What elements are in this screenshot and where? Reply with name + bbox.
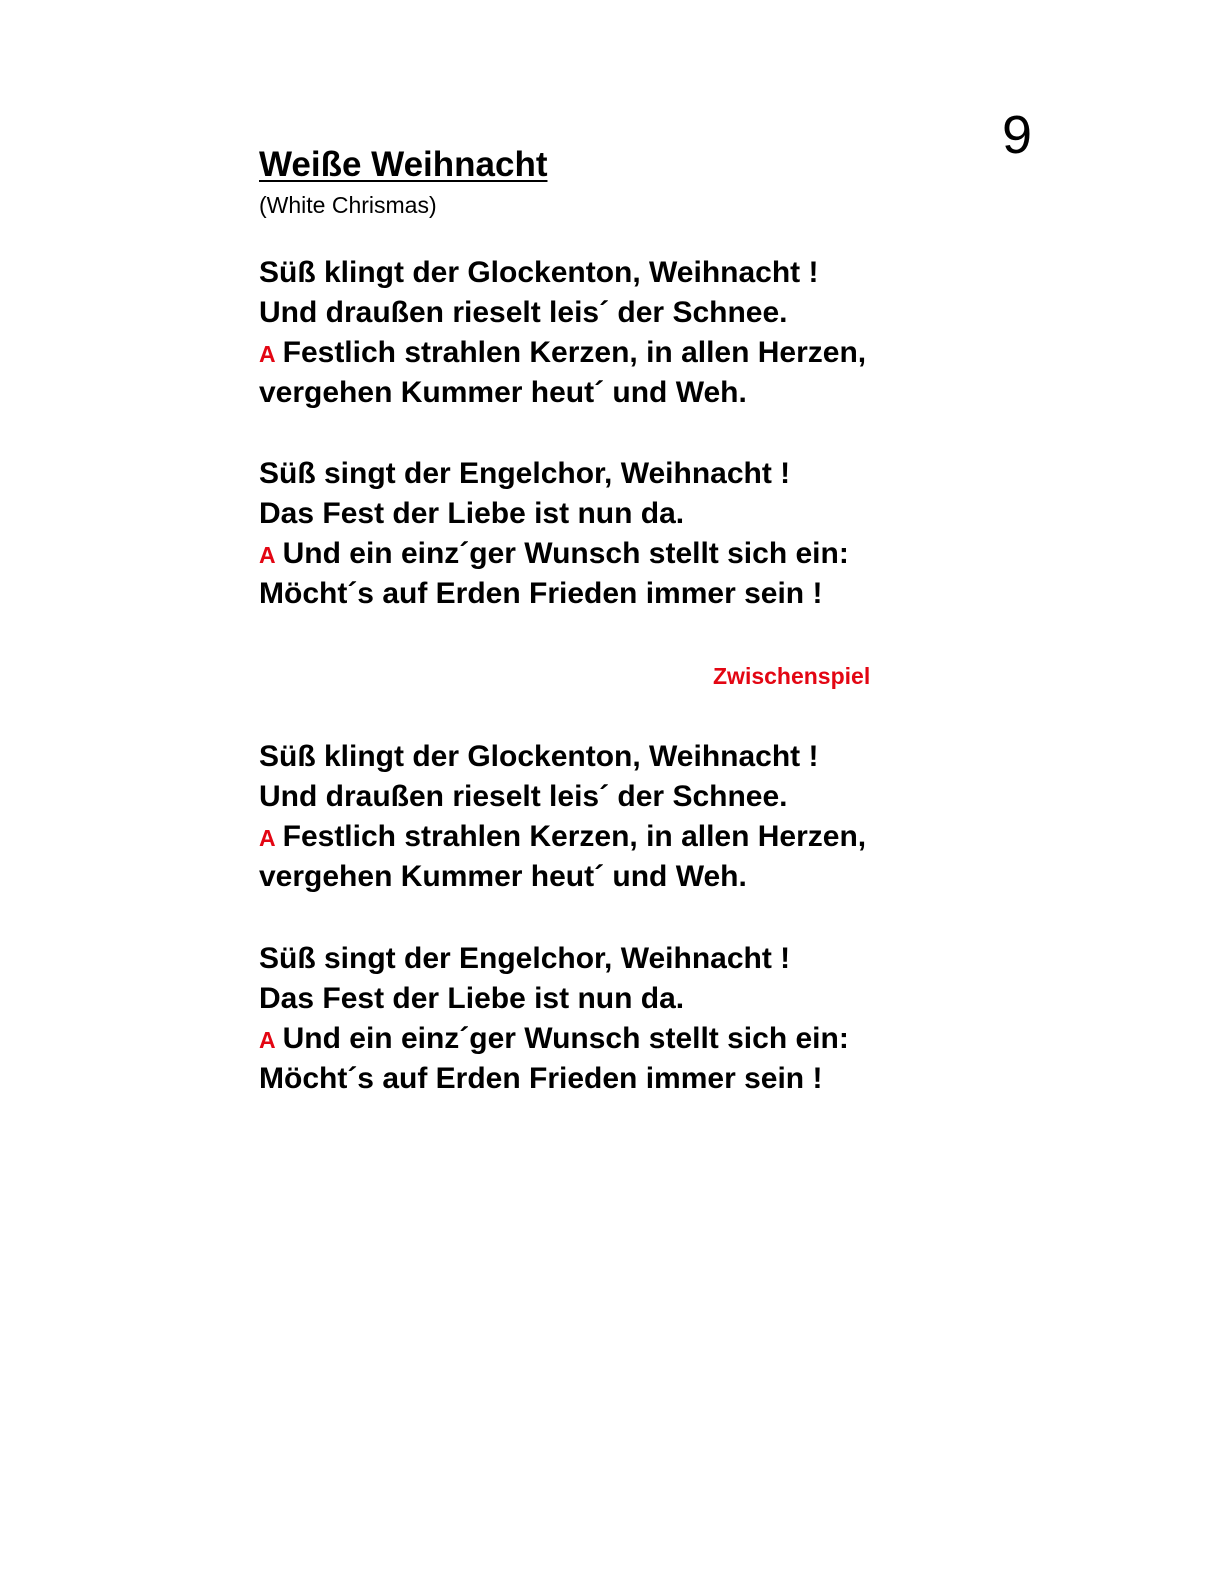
lyric-line: Das Fest der Liebe ist nun da. [259,982,685,1015]
lyric-line: A Festlich strahlen Kerzen, in allen Herzen, [259,336,867,369]
lyric-line: A Und ein einz´ger Wunsch stellt sich ein: [259,1022,849,1055]
stanza-2 [259,454,849,614]
page-number: 9 [1002,105,1033,165]
song-title: Weiße Weihnacht [259,145,548,184]
lyric-line: Süß singt der Engelchor, Weihnacht ! [259,942,791,975]
stanza-1 [259,253,866,413]
lyric-line: Und draußen rieselt leis´ der Schnee. [259,780,788,813]
lyric-line: A Und ein einz´ger Wunsch stellt sich ein: [259,537,849,570]
lyric-line: vergehen Kummer heut´ und Weh. [259,860,747,893]
song-subtitle: (White Chrismas) [259,192,437,218]
voice-marker: A [259,341,276,367]
lyric-line: vergehen Kummer heut´ und Weh. [259,376,747,409]
interlude-label: Zwischenspiel [713,663,871,689]
lyric-line: A Festlich strahlen Kerzen, in allen Herzen, [259,820,867,853]
lyric-line: Und draußen rieselt leis´ der Schnee. [259,296,788,329]
lyric-line: Möcht´s auf Erden Frieden immer sein ! [259,577,823,610]
lyric-line: Möcht´s auf Erden Frieden immer sein ! [259,1062,823,1095]
voice-marker: A [259,825,276,851]
lyric-line: Süß singt der Engelchor, Weihnacht ! [259,457,791,490]
stanza-4 [259,939,849,1099]
lyric-line: Süß klingt der Glockenton, Weihnacht ! [259,740,819,773]
voice-marker: A [259,542,276,568]
lyric-line: Süß klingt der Glockenton, Weihnacht ! [259,256,819,289]
lyric-line: Das Fest der Liebe ist nun da. [259,497,685,530]
stanza-3 [259,737,866,897]
voice-marker: A [259,1027,276,1053]
